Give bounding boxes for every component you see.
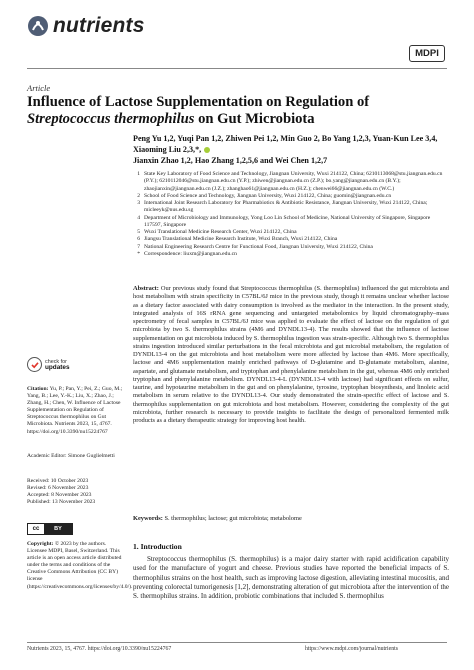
by-icon: BY xyxy=(44,524,72,534)
mdpi-logo[interactable]: MDPI xyxy=(409,45,445,62)
footer-divider xyxy=(27,642,447,643)
check-updates-line-1: check for xyxy=(45,358,67,365)
affiliation-1 xyxy=(133,171,449,193)
article-type: Article xyxy=(27,83,51,93)
affiliation-number: 2 xyxy=(137,192,140,199)
affiliation-number: 5 xyxy=(137,229,140,235)
affiliation-3 xyxy=(133,200,449,215)
introduction-text xyxy=(133,555,449,601)
copyright-label: Copyright: xyxy=(27,541,54,547)
academic-editor xyxy=(27,453,127,460)
orcid-icon[interactable] xyxy=(204,147,210,153)
introduction-paragraph: Streptococcus thermophilus (S. thermophilus) is a major dairy starter with rapid acidification capability used for the manufacture of yogurt and cheese. Previous studies have reported the beneficial impacts of S. thermophilus strains on the host health, such as improving lactose digestion, alleviating intestinal mucositis, and preventing colorectal tumorigenesis [1,2], demonstrating alteration of gut microbiota after the intervention of the S. thermophilus strains. In addition, probiotic combinations that included S. thermophilus xyxy=(133,555,449,601)
affiliation-number: 4 xyxy=(137,214,140,221)
affiliation-text: State Key Laboratory of Food Science and Technology, Jiangnan University, Wuxi 214122, China; 6210113068@stu.jiangnan.edu.cn (P.Y.); 6210112046@stu.jiangnan.edu.cn (Y.P.); zhiwen@jiangnan.edu.cn (Z.P.); bo.yang@jiangnan.edu.cn (B.Y.); zhaojianxin@jiangnan.edu.cn (J.Z.); zhanghao61@jiangnan.edu.cn (H.Z.); chenwei66@jiangnan.edu.cn (W.C.) xyxy=(144,171,443,192)
affiliation-text: International Joint Research Laboratory for Pharmabiotics & Antibiotic Resistance, Jiangnan University, Wuxi 214122, China; micleeyk@nus.edu.sg xyxy=(144,200,428,214)
title-line-2 xyxy=(27,111,447,128)
article-title xyxy=(27,94,447,128)
article-dates xyxy=(27,478,127,506)
cc-icon: cc xyxy=(28,524,44,534)
copyright-text: © 2023 by the authors. Licensee MDPI, Basel, Switzerland. This article is an open access article distributed under the terms and conditions of the Creative Commons Attribution (CC BY) license (https://creativecommons.org/licenses/by/4.0/). xyxy=(27,541,133,590)
affiliation-number: 6 xyxy=(137,236,140,243)
header-divider xyxy=(27,68,447,69)
keywords xyxy=(133,515,449,523)
date-published: Published: 13 November 2023 xyxy=(27,499,96,506)
authors-line-1-text[interactable]: Peng Yu 1,2, Yuqi Pan 1,2, Zhiwen Pei 1,2, Min Guo 2, Bo Yang 1,2,3, Yuan-Kun Lee 3,4, Xiaoming Liu 2,3,*, xyxy=(133,134,438,154)
section-heading-introduction: 1. Introduction xyxy=(133,542,182,551)
abstract xyxy=(133,285,449,425)
abstract-label: Abstract: xyxy=(133,285,159,292)
authors-line-2[interactable]: Jianxin Zhao 1,2, Hao Zhang 1,2,5,6 and Wei Chen 1,2,7 xyxy=(133,156,328,165)
affiliation-6 xyxy=(133,236,449,243)
affiliation-number: 3 xyxy=(137,200,140,206)
check-updates-icon xyxy=(27,357,42,372)
title-species: Streptococcus thermophilus xyxy=(27,111,195,127)
editor-label: Academic Editor: xyxy=(27,453,67,459)
affiliation-4 xyxy=(133,215,449,230)
copyright xyxy=(27,541,133,591)
keywords-label: Keywords: xyxy=(133,515,163,522)
affiliation-text: National Engineering Research Centre for Functional Food, Jiangnan University, Wuxi 214122, China xyxy=(144,243,373,250)
affiliation-number: 1 xyxy=(137,171,140,177)
abstract-text: Our previous study found that Streptococcus thermophilus (S. thermophilus) influenced the gut microbiota and host metabolism with strain specificity in C57BL/6J mice in the previous study, though it remains unclear whether lactose as a dietary factor associated with dairy consumption is involved as the mediator in the interaction. In the present study, integrated analysis of 16S rRNA gene sequencing and untargeted metabolomics by liquid chromatography–mass spectrometry of fecal samples in C57BL/6J mice was applied to evaluate the effect of lactose on the regulation of gut microbiota by two S. thermophilus strains (4M6 and DYNDL13-4). The results showed that the influence of lactose supplementation on gut microbiota induced by S. thermophilus ingestion was strain-specific. Although two S. thermophilus strains ingestion introduced similar perturbations in the fecal microbiota and gut microbial metabolism, the regulation of DYNDL13-4 on the gut microbiota and host metabolism were more affected by lactose than 4M6. More specifically, lactose and 4M6 supplementation mainly enriched pathways of D-glutamine and D-glutamate metabolism, alanine, aspartate, and glutamate metabolism, and tryptophan and phenylalanine metabolism in the gut, whereas 4M6 only enriched tryptophan and phenylalanine metabolism. DYNDL13-4-L (DYNDL13-4 with lactose) had significant effects on sulfur, taurine, and hypotaurine metabolism in the gut and on phenylalanine, tyrosine, tryptophan biosynthesis, and linoleic acid metabolism in serum relative to the DYNDL13-4. Our study demonstrated the strain-specific effect of lactose and S. thermophilus supplementation on gut microbiota and host metabolism. However, considering the complexity of the gut microbiota, further research is necessary to provide insights to facilitate the design of personalized fermented milk products as a dietary therapeutic strategy for improving host health. xyxy=(133,285,449,424)
affiliations xyxy=(133,171,449,258)
affiliation-5 xyxy=(133,229,449,236)
check-updates-label xyxy=(45,359,70,371)
citation-label: Citation: xyxy=(27,386,49,392)
date-revised: Revised: 6 November 2023 xyxy=(27,485,89,492)
citation xyxy=(27,386,127,436)
affiliation-text: Wuxi Translational Medicine Research Center, Wuxi 214122, China xyxy=(144,229,297,235)
journal-mark-icon xyxy=(27,15,49,37)
footer-citation[interactable]: Nutrients 2023, 15, 4767. https://doi.org/10.3390/nu15224767 xyxy=(27,646,172,652)
citation-text[interactable]: Yu, P.; Pan, Y.; Pei, Z.; Guo, M.; Yang, B.; Lee, Y.-K.; Liu, X.; Zhao, J.; Zhang, H.; Chen, W. Influence of Lactose Supplementation on Regulation of Streptococcus thermophilus on Gut Microbiota. Nutrients 2023, 15, 4767. https://doi.org/10.3390/nu15224767 xyxy=(27,386,123,435)
footer-journal-link[interactable]: https://www.mdpi.com/journal/nutrients xyxy=(305,646,399,652)
authors-line-1 xyxy=(133,133,447,155)
title-line-1: Influence of Lactose Supplementation on Regulation of xyxy=(27,94,370,110)
affiliation-text: Jiangsu Translational Medicine Research Institute, Wuxi Branch, Wuxi 214122, China xyxy=(144,236,338,243)
affiliation-text: Department of Microbiology and Immunology, Yong Loo Lin School of Medicine, National University of Singapore, Singapore 117597, Singapore xyxy=(144,214,431,228)
editor-name: Simone Guglielmetti xyxy=(68,453,115,459)
affiliation-number: 7 xyxy=(137,243,140,250)
cc-by-badge[interactable] xyxy=(27,523,73,535)
keywords-text: S. thermophilus; lactose; gut microbiota; metabolome xyxy=(164,515,302,522)
date-accepted: Accepted: 8 November 2023 xyxy=(27,492,92,499)
affiliation-7 xyxy=(133,244,449,251)
journal-name: nutrients xyxy=(53,14,145,37)
correspondence-text[interactable]: Correspondence: liuxm@jiangnan.edu.cn xyxy=(144,250,237,257)
date-received: Received: 10 October 2023 xyxy=(27,478,89,484)
correspondence xyxy=(133,251,449,258)
check-for-updates[interactable] xyxy=(27,357,70,372)
title-line-2-rest: on Gut Microbiota xyxy=(194,111,315,127)
affiliation-number: * xyxy=(137,250,140,257)
affiliation-text: School of Food Science and Technology, Jiangnan University, Wuxi 214122, China; guomin@jiangnan.edu.cn xyxy=(144,192,392,199)
journal-logo[interactable] xyxy=(27,14,145,38)
author-list xyxy=(133,133,447,166)
affiliation-2 xyxy=(133,193,449,200)
check-updates-line-2: updates xyxy=(45,363,70,371)
